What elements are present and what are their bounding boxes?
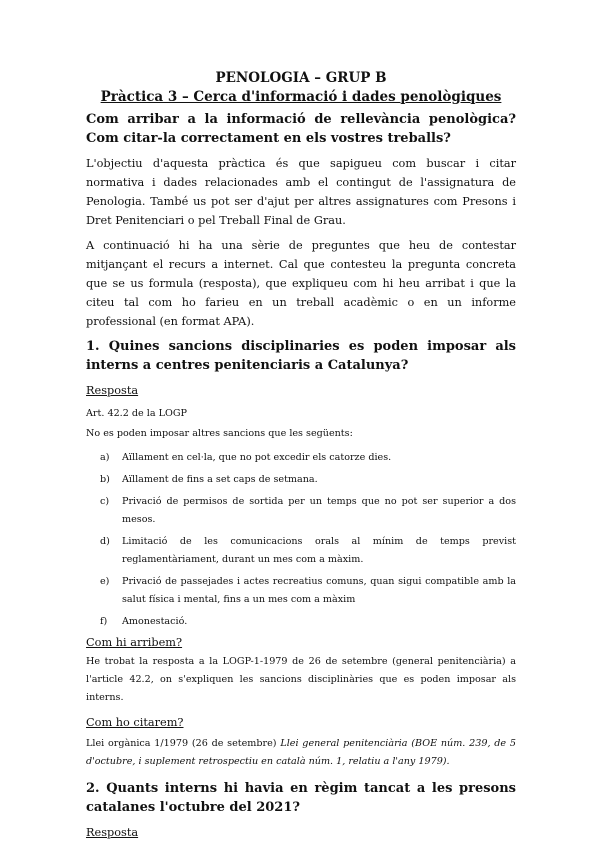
list-marker: e) [100,576,110,587]
list-item-text: Privació de permisos de sortida per un temps que no pot ser superior a dos mesos. [122,496,516,525]
list-item [86,573,516,609]
list-marker: d) [100,536,110,547]
q1-how-label: Com hi arribem? [86,636,183,649]
intro-paragraph-2: A continuació hi ha una sèrie de preguntes que heu de contestar mitjançant el recurs a internet. Cal que contesteu la pregunta concreta que se us formula (resposta), que expliqueu com hi heu arribat i que la citeu tal com ho farieu en un treball acadèmic o en un informe professional (en format APA). [86,239,516,328]
citation-plain: Llei orgànica 1/1979 (26 de setembre) [86,738,281,749]
q2-answer-label: Resposta [86,826,139,839]
list-marker: b) [100,474,110,485]
question-2: 2. Quants interns hi havia en règim tancat a les presons catalanes l'octubre del 2021? [86,781,516,815]
list-item-text: Privació de passejades i actes recreatius comuns, quan sigui compatible amb la salut física i mental, fins a un mes com a màxim [122,576,516,605]
intro-heading: Com arribar a la informació de rellevància penològica? Com citar-la correctament en els vostres treballs? [86,112,516,146]
document-page [86,70,516,841]
list-item [86,471,516,489]
q1-cite-label: Com ho citarem? [86,716,184,729]
list-item-text: Aïllament en cel·la, que no pot excedir els catorze dies. [122,452,392,463]
list-marker: c) [100,496,110,507]
intro-paragraph-1: L'objectiu d'aquesta pràctica és que sapigueu com buscar i citar normativa i dades relacionades amb el contingut de l'assignatura de Penologia. També us pot ser d'ajut per altres assignatures com Presons i Dret Penitenciari o pel Treball Final de Grau. [86,157,516,227]
list-item [86,449,516,467]
document-title: PENOLOGIA – GRUP B [215,70,387,86]
sanctions-list [86,449,516,631]
q1-list-intro: No es poden imposar altres sancions que les següents: [86,428,353,439]
list-item [86,613,516,631]
list-marker: a) [100,452,110,463]
citation-italic: Llei general penitenciària (BOE núm. 239, de 5 d'octubre, i suplement retrospectiu en català núm. 1, relatiu a l'any 1979). [86,738,516,767]
q1-article: Art. 42.2 de la LOGP [86,408,187,419]
list-marker: f) [100,616,108,627]
list-item-text: Amonestació. [122,616,188,627]
list-item [86,533,516,569]
document-subtitle: Pràctica 3 – Cerca d'informació i dades penològiques [100,89,502,105]
q1-citation [86,735,516,771]
list-item-text: Aïllament de fins a set caps de setmana. [122,474,318,485]
q1-answer-label: Resposta [86,384,139,397]
question-1: 1. Quines sancions disciplinaries es poden imposar als interns a centres penitenciaris a Catalunya? [86,339,516,373]
list-item [86,493,516,529]
q1-how-text: He trobat la resposta a la LOGP-1-1979 de 26 de setembre (general penitenciària) a l'article 42.2, on s'expliquen les sancions disciplinàries que es poden imposar als interns. [86,656,516,703]
list-item-text: Limitació de les comunicacions orals al mínim de temps previst reglamentàriament, durant un mes com a màxim. [122,536,516,565]
